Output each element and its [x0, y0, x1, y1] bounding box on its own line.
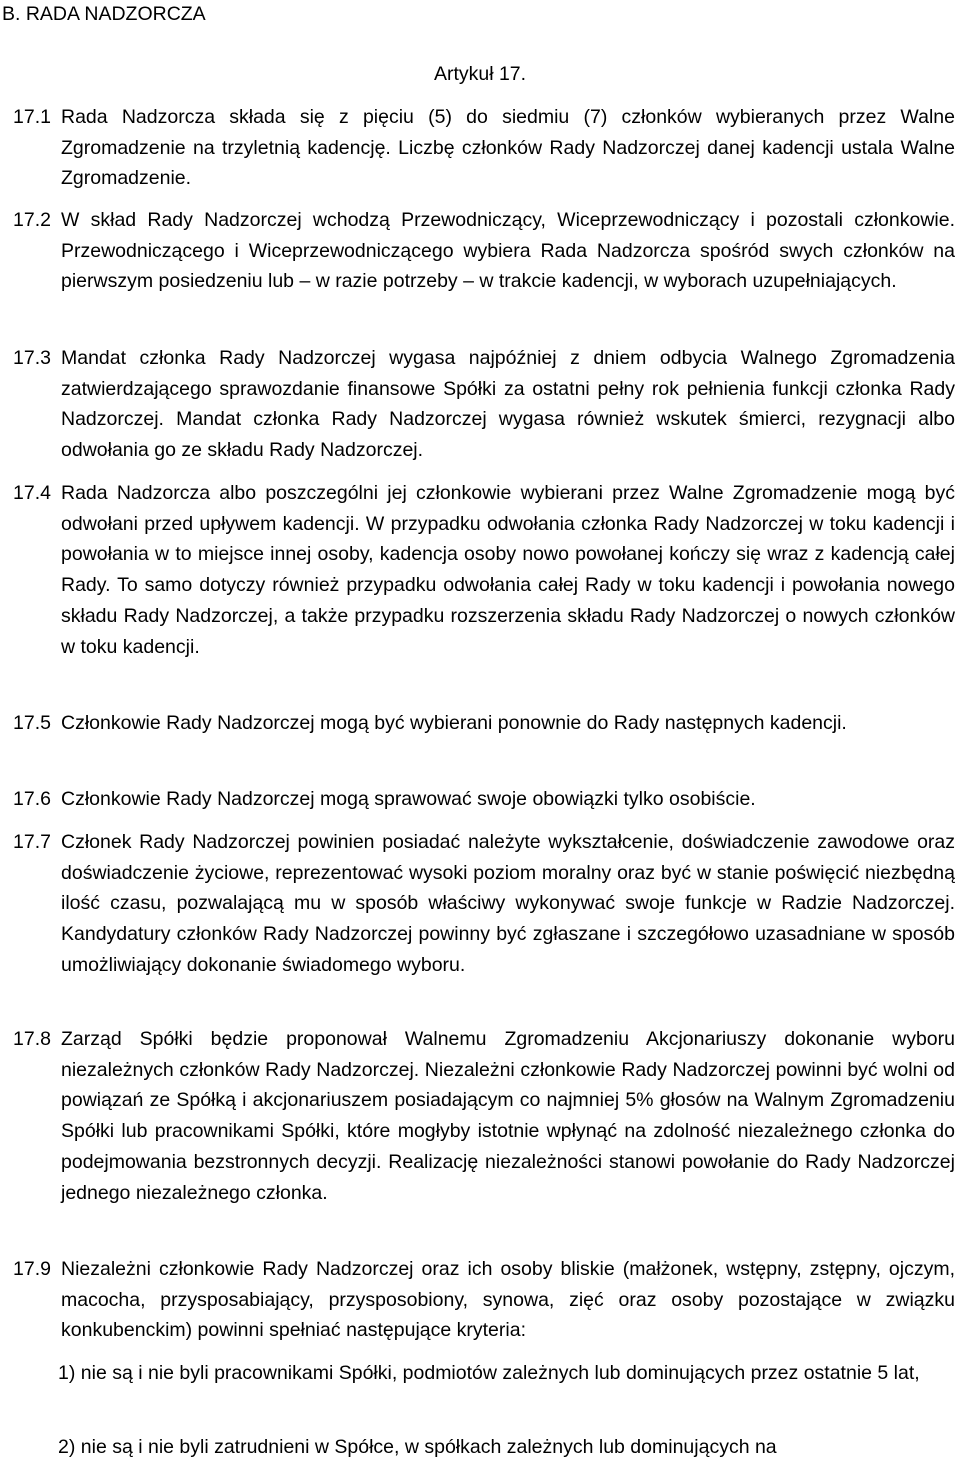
- paragraph-17-4: [13, 478, 955, 662]
- section-heading: B. RADA NADZORCZA: [2, 3, 206, 25]
- criterion-number: 2): [58, 1436, 76, 1458]
- paragraph-text: Mandat członka Rady Nadzorczej wygasa najpóźniej z dniem odbycia Walnego Zgromadzenia zatwierdzającego sprawozdanie finansowe Spółki za ostatni pełny rok pełnienia funkcji członka Rady Nadzorczej. Mandat członka Rady Nadzorczej wygasa również wskutek śmierci, rezygnacji albo odwołania go ze składu Rady Nadzorczej.: [61, 347, 955, 462]
- paragraph-number: 17.8: [13, 1028, 51, 1050]
- paragraph-number: 17.9: [13, 1258, 51, 1280]
- paragraph-number: 17.3: [13, 347, 51, 369]
- criterion-number: 1): [58, 1362, 76, 1384]
- paragraph-text: Zarząd Spółki będzie proponował Walnemu Zgromadzeniu Akcjonariuszy dokonanie wyboru niezależnych członków Rady Nadzorczej. Niezależni członkowie Rady Nadzorczej powinni być wolni od powiązań ze Spółką i akcjonariuszem posiadającym co najmniej 5% głosów na Walnym Zgromadzeniu Spółki lub pracownikami Spółki, które mogłyby istotnie wpłynąć na zdolność niezależnego członka do podejmowania bezstronnych decyzji. Realizację niezależności stanowi powołanie do Rady Nadzorczej jednego niezależnego członka.: [61, 1028, 955, 1204]
- paragraph-17-1: [13, 102, 955, 194]
- criterion-text-wrapper: [58, 1358, 955, 1389]
- paragraph-17-8: [13, 1024, 955, 1208]
- paragraph-number: 17.2: [13, 209, 51, 231]
- criterion-text: nie są i nie byli zatrudnieni w Spółce, w spółkach zależnych lub dominujących na: [80, 1436, 777, 1458]
- paragraph-text: Członek Rady Nadzorczej powinien posiadać należyte wykształcenie, doświadczenie zawodowe oraz doświadczenie życiowe, reprezentować wysoki poziom moralny oraz być w stanie poświęcić niezbędną ilość czasu, pozwalającą mu w sposób właściwy wykonywać swoje funkcje w Radzie Nadzorczej. Kandydatury członków Rady Nadzorczej powinny być zgłaszane i szczegółowo uzasadniane w sposób umożliwiający dokonanie świadomego wyboru.: [61, 831, 955, 976]
- paragraph-text: Rada Nadzorcza składa się z pięciu (5) do siedmiu (7) członków wybieranych przez Walne Zgromadzenie na trzyletnią kadencję. Liczbę członków Rady Nadzorczej danej kadencji ustala Walne Zgromadzenie.: [61, 106, 955, 190]
- criterion-text: nie są i nie byli pracownikami Spółki, podmiotów zależnych lub dominujących przez ostatnie 5 lat,: [80, 1362, 920, 1384]
- paragraph-text: Członkowie Rady Nadzorczej mogą sprawować swoje obowiązki tylko osobiście.: [61, 788, 756, 810]
- paragraph-17-3: [13, 343, 955, 466]
- paragraph-number: 17.6: [13, 788, 51, 810]
- paragraph-number: 17.1: [13, 106, 51, 128]
- paragraph-17-9: [13, 1254, 955, 1346]
- paragraph-text: W skład Rady Nadzorczej wchodzą Przewodniczący, Wiceprzewodniczący i pozostali członkowie. Przewodniczącego i Wiceprzewodniczącego wybiera Rada Nadzorcza spośród swych członków na pierwszym posiedzeniu lub – w razie potrzeby – w trakcie kadencji, w wyborach uzupełniających.: [61, 209, 955, 293]
- paragraph-text: Rada Nadzorcza albo poszczególni jej członkowie wybierani przez Walne Zgromadzenie mogą być odwołani przed upływem kadencji. W przypadku odwołania członka Rady Nadzorczej w toku kadencji i powołania w to miejsce innej osoby, kadencja osoby nowo powołanej kończy się wraz z kadencją całej Rady. To samo dotyczy również przypadku odwołania całej Rady w toku kadencji i powołania nowego składu Rady Nadzorczej, a także przypadku rozszerzenia składu Rady Nadzorczej o nowych członków w toku kadencji.: [61, 482, 955, 658]
- criterion-text-wrapper: [58, 1432, 955, 1463]
- paragraph-number: 17.7: [13, 831, 51, 853]
- paragraph-text: Członkowie Rady Nadzorczej mogą być wybierani ponownie do Rady następnych kadencji.: [61, 712, 847, 734]
- criterion-2: [58, 1432, 955, 1463]
- criterion-1: [58, 1358, 955, 1389]
- paragraph-17-7: [13, 827, 955, 981]
- paragraph-17-5: [13, 708, 955, 739]
- paragraph-number: 17.5: [13, 712, 51, 734]
- paragraph-text: Niezależni członkowie Rady Nadzorczej oraz ich osoby bliskie (małżonek, wstępny, zstępny, ojczym, macocha, przysposabiający, przysposobiony, synowa, zięć oraz osoby pozostające w związku konkubenckim) powinni spełniać następujące kryteria:: [61, 1258, 955, 1342]
- paragraph-17-6: [13, 784, 955, 815]
- article-title: Artykuł 17.: [433, 63, 527, 85]
- paragraph-17-2: [13, 205, 955, 297]
- paragraph-number: 17.4: [13, 482, 51, 504]
